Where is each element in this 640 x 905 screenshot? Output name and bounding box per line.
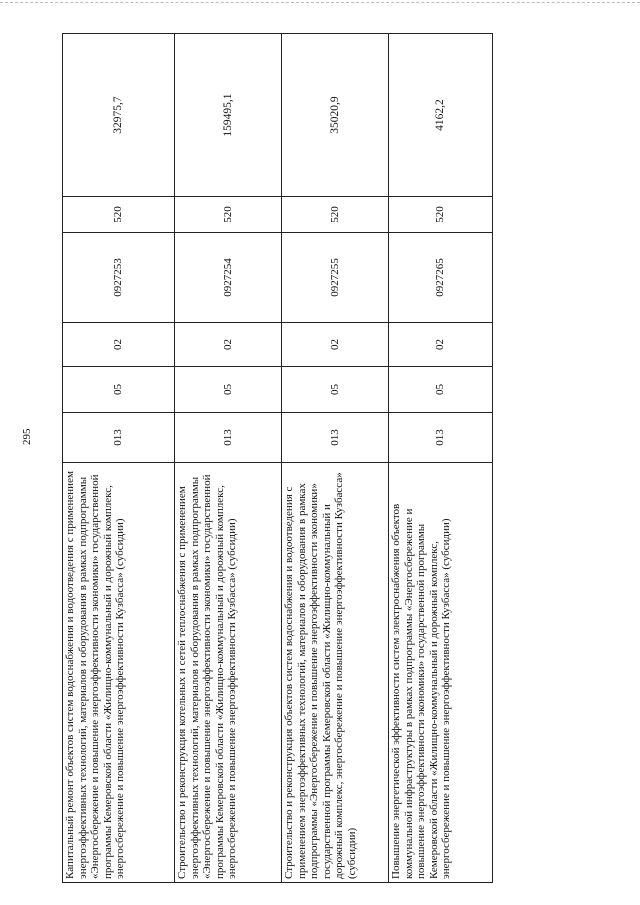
expense-type-code: 520 <box>282 197 389 233</box>
row-description: Капитальный ремонт объектов систем водоснабжения и водоотведения с применением энергоэффективных технологий, материалов и оборудования в рамках подпрограммы «Энергосбережение и повышение энергоэффективности экономики» государственной программы Кемеровской области «Жилищно-коммунальный и дорожный комплекс, энергосбережение и повышение энергоэффективности Кузбасса» (субсидии) <box>63 463 175 883</box>
row-description: Повышение энергетической эффективности систем электроснабжения объектов коммунальной инфраструктуры в рамках подпрограммы «Энергосбережение и повышение энергоэффективности экономики» государственной программы Кемеровской области «Жилищно-коммунальный и дорожный комплекс, энергосбережение и повышение энергоэффективности Кузбасса» (субсидии) <box>389 463 493 883</box>
table-row <box>282 34 389 883</box>
ministry-code: 013 <box>63 413 175 463</box>
section-code: 05 <box>389 367 493 413</box>
amount-value: 4162,2 <box>389 34 493 197</box>
section-code: 05 <box>282 367 389 413</box>
target-article-code: 0927254 <box>175 233 282 323</box>
amount-value: 32975,7 <box>63 34 175 197</box>
table-row <box>175 34 282 883</box>
subsection-code: 02 <box>282 323 389 367</box>
amount-value: 159495,1 <box>175 34 282 197</box>
section-code: 05 <box>63 367 175 413</box>
target-article-code: 0927265 <box>389 233 493 323</box>
subsection-code: 02 <box>389 323 493 367</box>
ministry-code: 013 <box>389 413 493 463</box>
table-row <box>63 34 175 883</box>
subsection-code: 02 <box>63 323 175 367</box>
row-description: Строительство и реконструкция котельных и сетей теплоснабжения с применением энергоэффективных технологий, материалов и оборудования в рамках подпрограммы «Энергосбережение и повышение энергоэффективности экономики» государственной программы Кемеровской области «Жилищно-коммунальный и дорожный комплекс, энергосбережение и повышение энергоэффективности Кузбасса» (субсидии) <box>175 463 282 883</box>
target-article-code: 0927255 <box>282 233 389 323</box>
budget-table-rotated <box>62 34 492 883</box>
top-dashed-rule <box>0 2 640 3</box>
budget-table <box>62 33 493 883</box>
expense-type-code: 520 <box>175 197 282 233</box>
target-article-code: 0927253 <box>63 233 175 323</box>
subsection-code: 02 <box>175 323 282 367</box>
expense-type-code: 520 <box>389 197 493 233</box>
ministry-code: 013 <box>282 413 389 463</box>
table-row <box>389 34 493 883</box>
expense-type-code: 520 <box>63 197 175 233</box>
amount-value: 35020,9 <box>282 34 389 197</box>
section-code: 05 <box>175 367 282 413</box>
row-description: Строительство и реконструкция объектов систем водоснабжения и водоотведения с применением энергоэффективных технологий, материалов и оборудования в рамках подпрограммы «Энергосбережение и повышение энергоэффективности экономики» государственной программы Кемеровской области «Жилищно-коммунальный и дорожный комплекс, энергосбережение и повышение энергоэффективности Кузбасса» (субсидии) <box>282 463 389 883</box>
page-number: 295 <box>21 428 33 445</box>
ministry-code: 013 <box>175 413 282 463</box>
